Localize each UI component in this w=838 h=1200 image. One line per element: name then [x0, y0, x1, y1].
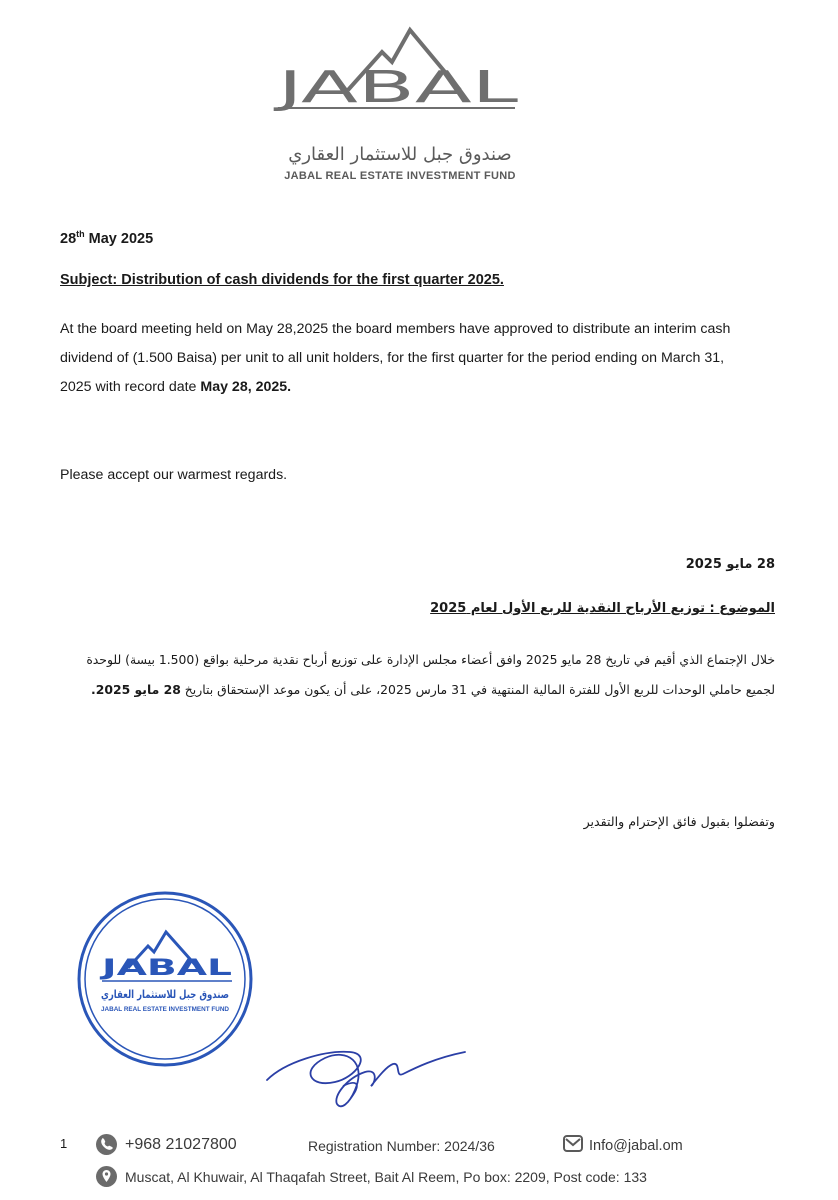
- stamp-logo-text: JABAL: [98, 956, 232, 981]
- body-line3-text: 2025 with record date: [60, 379, 201, 395]
- body-english-line-2: dividend of (1.500 Baisa) per unit to all unit holders, for the first quarter for the period ending on March 31,: [60, 350, 725, 366]
- email-icon: [563, 1135, 583, 1152]
- location-pin-icon: [96, 1166, 117, 1187]
- logo-wordmark: JABAL: [272, 62, 519, 113]
- body-arabic-line-2: [60, 675, 775, 705]
- company-stamp: [76, 890, 254, 1068]
- stamp-name-english: JABAL REAL ESTATE INVESTMENT FUND: [101, 1006, 230, 1013]
- phone-icon: [96, 1134, 117, 1155]
- body-arabic-line-1: خلال الإجتماع الذي أقيم في تاريخ 28 مايو 2025 وافق أعضاء مجلس الإدارة على توزيع أرباح نقدية مرحلية بواقع (1.500 بيسة) للوحدة: [86, 652, 775, 667]
- stamp-name-arabic: صندوق جبل للاستثمار العقاري: [101, 988, 229, 1001]
- subject-english: Subject: Distribution of cash dividends for the first quarter 2025.: [60, 272, 504, 288]
- letterhead-name-arabic: صندوق جبل للاستثمار العقاري: [288, 144, 512, 165]
- phone-number: +968 21027800: [125, 1136, 237, 1153]
- date-suffix: th: [76, 229, 85, 239]
- letter-date-arabic: 28 مايو 2025: [685, 557, 775, 572]
- record-date-arabic-bold: 28 مايو 2025.: [90, 682, 181, 697]
- subject-arabic: الموضوع : توزيع الأرباح النقدية للربع الأول لعام 2025: [430, 601, 775, 616]
- letterhead-name-english: JABAL REAL ESTATE INVESTMENT FUND: [284, 170, 516, 182]
- regards-english: Please accept our warmest regards.: [60, 467, 288, 483]
- body-arabic: [60, 645, 775, 705]
- body-english: [60, 315, 780, 402]
- page-number: 1: [60, 1136, 68, 1151]
- signature: [255, 1022, 480, 1117]
- letterhead-logo: [270, 22, 530, 182]
- date-rest: May 2025: [84, 230, 154, 247]
- letter-date-english: [60, 229, 780, 247]
- mountain-logo-icon: [270, 22, 530, 132]
- postal-address: Muscat, Al Khuwair, Al Thaqafah Street, Bait Al Reem, Po box: 2209, Post code: 133: [125, 1169, 647, 1185]
- date-day: 28: [60, 230, 77, 247]
- body-arabic-line2-text: لجميع حاملي الوحدات للربع الأول للفترة المالية المنتهية في 31 مارس 2025، على أن يكون موعد الإستحقاق بتاريخ: [180, 682, 775, 697]
- record-date-bold: May 28, 2025.: [200, 379, 292, 395]
- email-address[interactable]: Info@jabal.om: [589, 1138, 683, 1154]
- body-english-line-1: At the board meeting held on May 28,2025 the board members have approved to distribute an interim cash: [60, 321, 731, 337]
- body-english-line-3: [60, 373, 780, 402]
- regards-arabic: وتفضلوا بقبول فائق الإحترام والتقدير: [583, 814, 775, 829]
- registration-number: Registration Number: 2024/36: [308, 1138, 495, 1154]
